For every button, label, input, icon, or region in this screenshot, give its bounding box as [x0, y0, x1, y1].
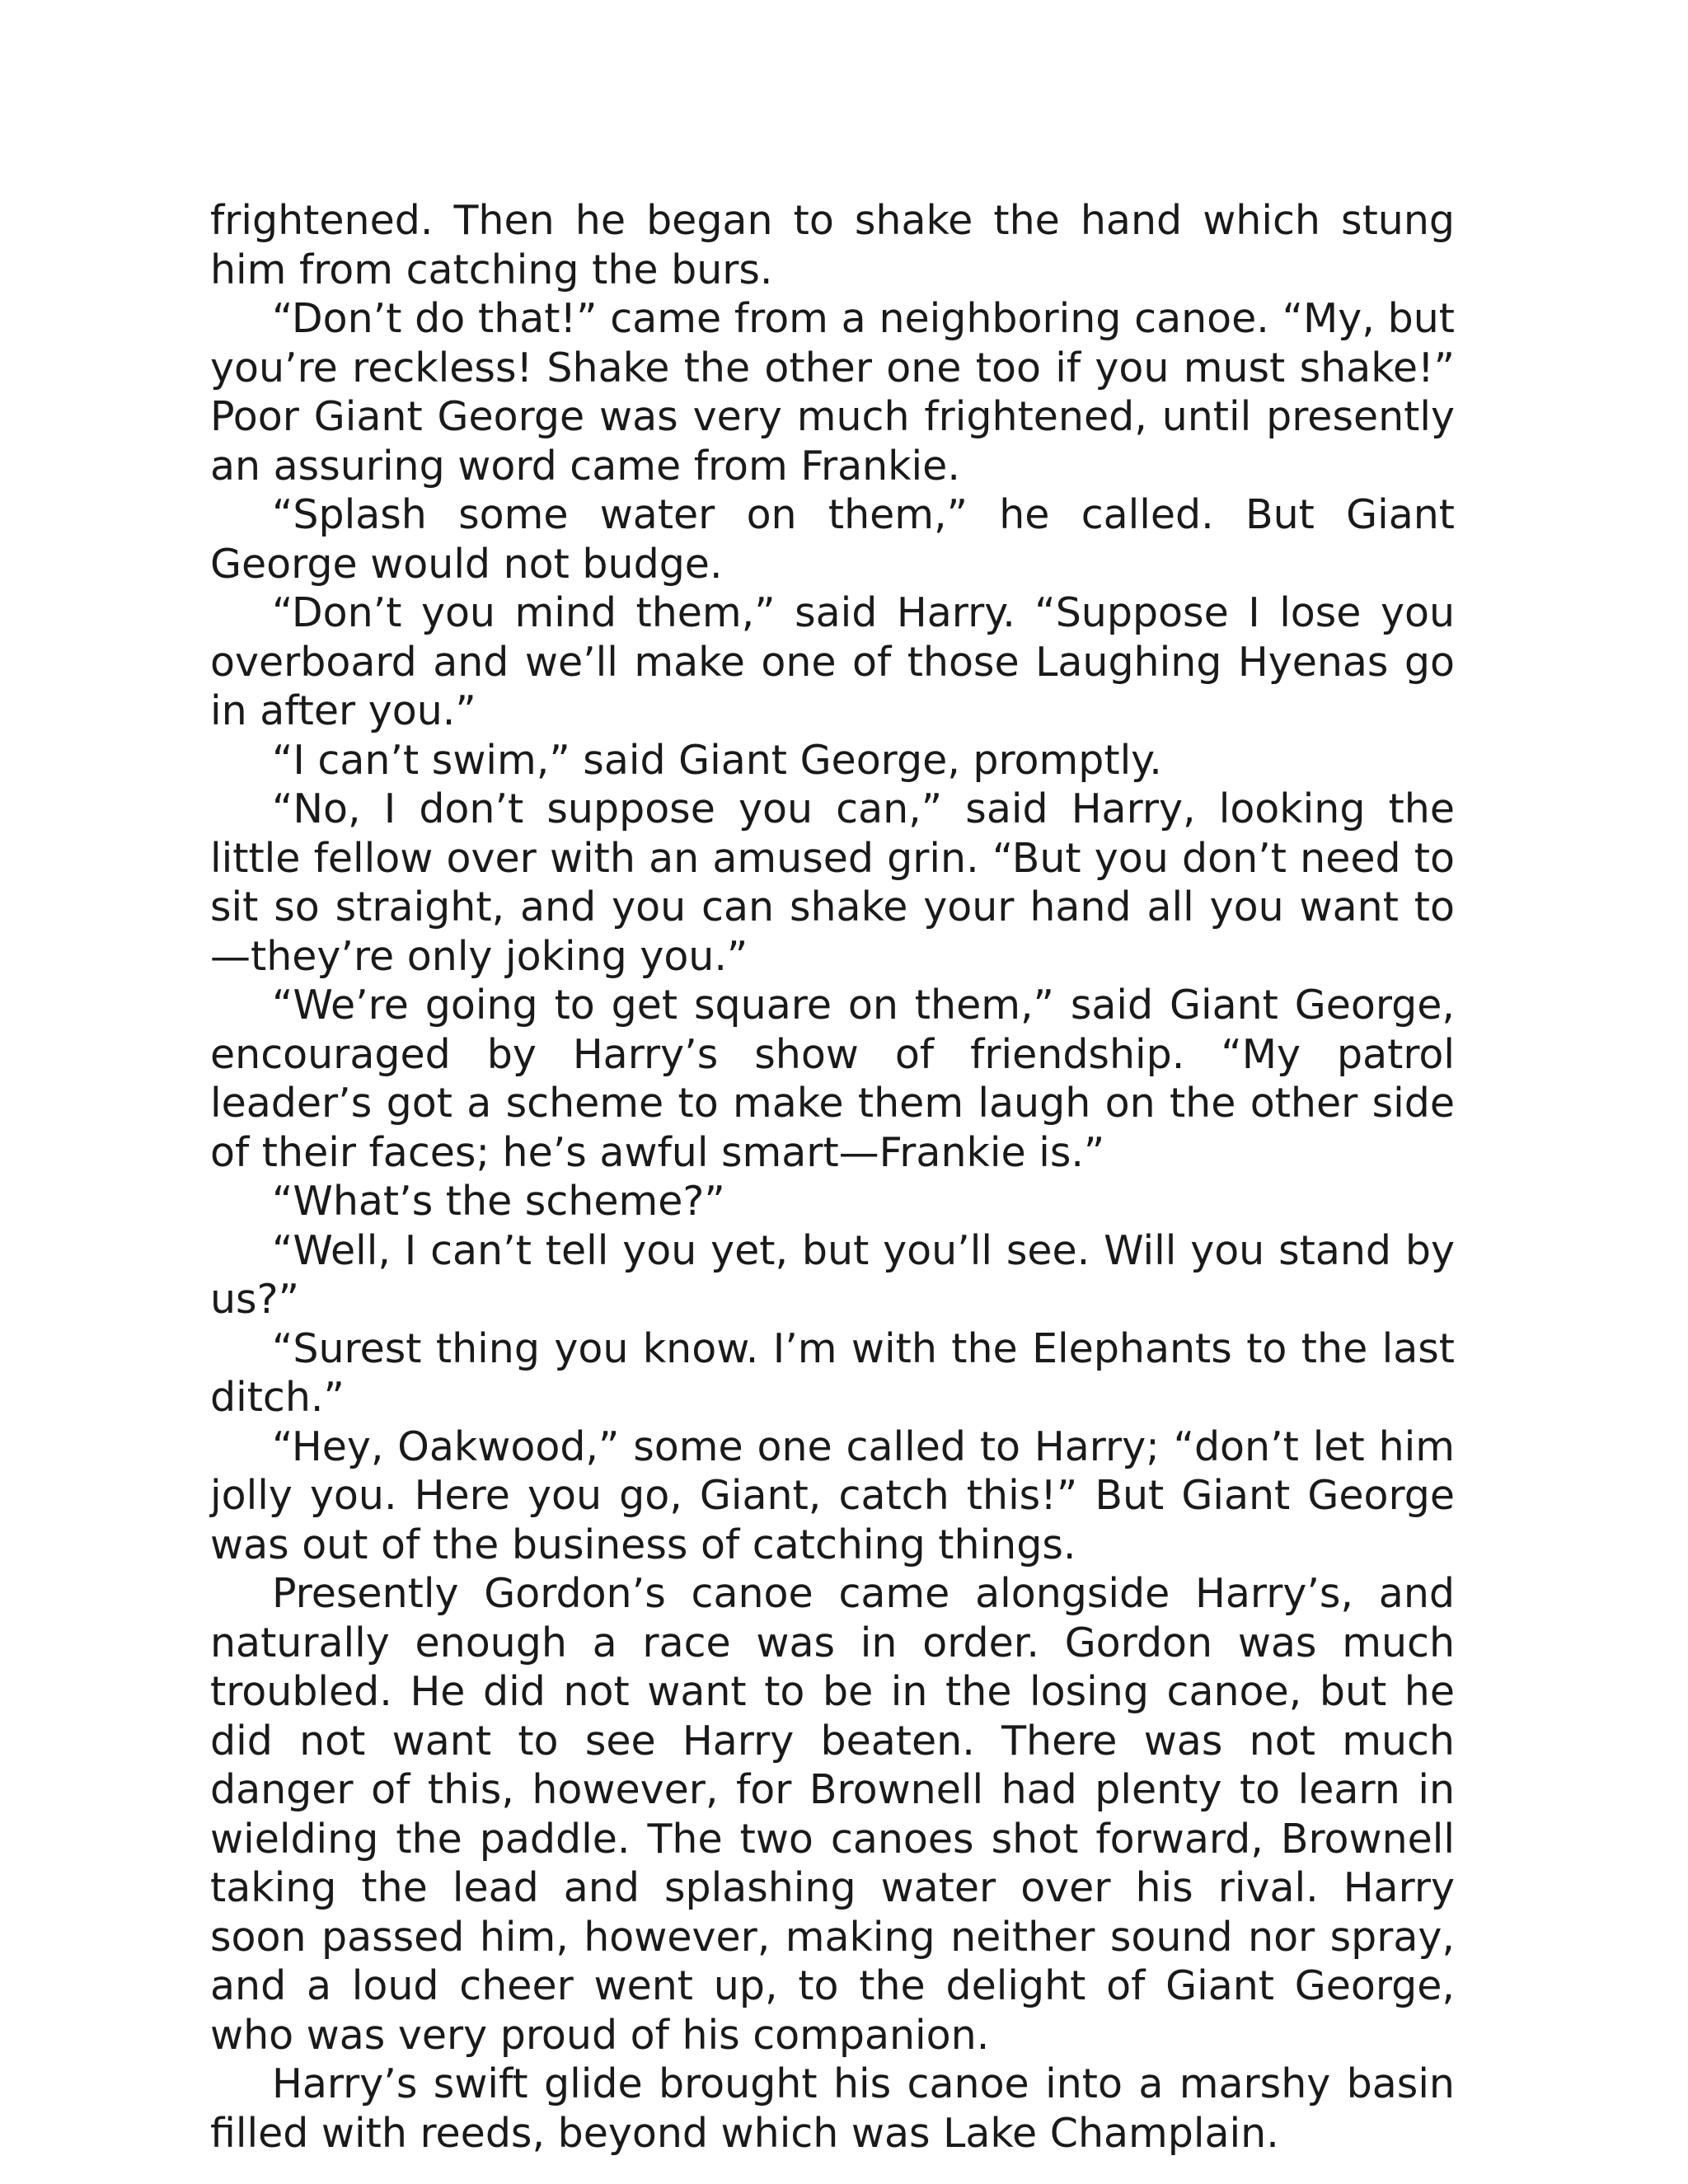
paragraph: “Don’t do that!” came from a neighboring canoe. “My, but you’re reckless! Shake the other one too if you must shake!” Poor Giant George was very much frightened, until presently an assuring word came from Frankie.	[210, 295, 1455, 490]
paragraph: “I can’t swim,” said Giant George, promptly.	[272, 736, 1162, 784]
paragraph: “Hey, Oakwood,” some one called to Harry; “don’t let him jolly you. Here you go, Giant, catch this!” But Giant George was out of the business of catching things.	[210, 1422, 1455, 1568]
paragraph: “Don’t you mind them,” said Harry. “Suppose I lose you overboard and we’ll make one of those Laughing Hyenas go in after you.”	[210, 589, 1455, 734]
paragraph: “What’s the scheme?”	[272, 1178, 725, 1225]
paragraph: “We’re going to get square on them,” said Giant George, encouraged by Harry’s show of friendship. “My patrol leader’s got a scheme to make them laugh on the other side of their faces; he’s awful smart—Frankie is.”	[210, 982, 1455, 1176]
paragraph: “No, I don’t suppose you can,” said Harry, looking the little fellow over with an amused grin. “But you don’t need to sit so straight, and you can shake your hand all you want to—they’re only joking you.”	[210, 785, 1455, 980]
paragraph: Presently Gordon’s canoe came alongside Harry’s, and naturally enough a race was in order. Gordon was much troubled. He did not want to be in the losing canoe, but he did not want to see Harry beaten. There was not much danger of this, however, for Brownell had plenty to learn in wielding the paddle. The two canoes shot forward, Brownell taking the lead and splashing water over his rival. Harry soon passed him, however, making neither sound nor spray, and a loud cheer went up, to the delight of Giant George, who was very proud of his companion.	[210, 1570, 1455, 2059]
book-page-text	[210, 196, 1455, 2158]
paragraph: “Well, I can’t tell you yet, but you’ll see. Will you stand by us?”	[210, 1226, 1455, 1323]
paragraph: frightened. Then he began to shake the hand which stung him from catching the burs.	[210, 197, 1455, 293]
paragraph: Harry’s swift glide brought his canoe into a marshy basin filled with reeds, beyond which was Lake Champlain.	[210, 2060, 1455, 2157]
paragraph: “Splash some water on them,” he called. But Giant George would not budge.	[210, 491, 1455, 588]
paragraph: “Surest thing you know. I’m with the Elephants to the last ditch.”	[210, 1324, 1455, 1421]
